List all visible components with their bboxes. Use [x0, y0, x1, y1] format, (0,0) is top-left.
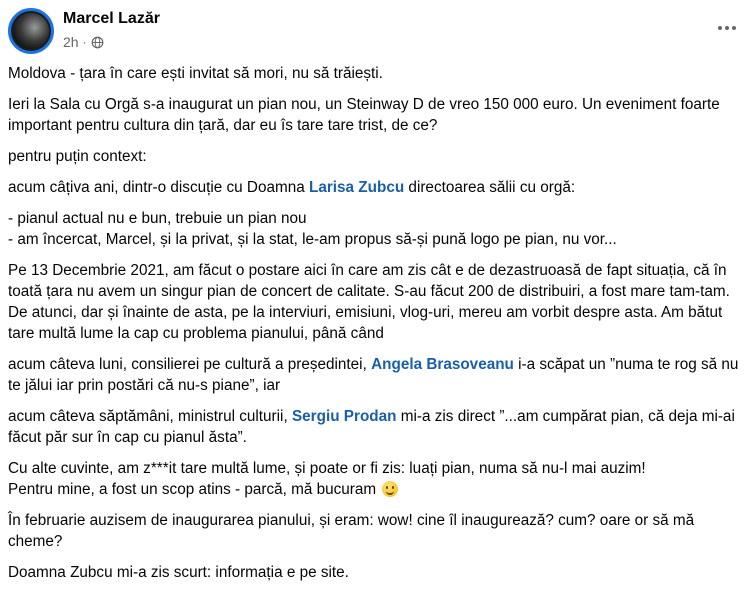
paragraph-5-line-1: - pianul actual nu e bun, trebuie un pian nou: [8, 210, 307, 227]
paragraph-1: Moldova - țara în care ești invitat să mori, nu să trăiești.: [8, 65, 383, 82]
paragraph-7: [8, 354, 750, 396]
paragraph-6: Pe 13 Decembrie 2021, am făcut o postare aici în care am zis cât e de dezastruoasă de fapt situația, că în toată țara nu avem un singur pian de concert de calitate. S-au făcut 200 de distribuiri, a fost mare tam-tam. De atunci, dar și înainte de asta, pe la interviuri, emisiuni, vlog-uri, mereu am vorbit despre asta. Am bătut tare multă lume la cap cu problema pianului, până când: [8, 262, 730, 342]
paragraph-5: [8, 208, 750, 250]
paragraph-5-line-2: - am încercat, Marcel, și la privat, și la stat, le-am propus să-și pună logo pe pian, nu vor...: [8, 231, 617, 248]
smiling-face-icon: [382, 481, 398, 497]
post-meta: [63, 34, 104, 50]
avatar[interactable]: [8, 8, 54, 54]
paragraph-9: [8, 458, 750, 500]
mention-angela-brasoveanu[interactable]: Angela Brasoveanu: [371, 356, 514, 373]
paragraph-3: pentru puțin context:: [8, 148, 147, 165]
post-text: [8, 63, 750, 583]
post-header: [0, 0, 755, 60]
author-name[interactable]: Marcel Lazăr: [63, 10, 160, 27]
paragraph-2: Ieri la Sala cu Orgă s-a inaugurat un pian nou, un Steinway D de vreo 150 000 euro. Un eveniment foarte important pentru cultura din țară, dar eu îs tare tare trist, de ce?: [8, 96, 720, 134]
paragraph-4-text-b: directoarea sălii cu orgă:: [404, 179, 576, 196]
mention-sergiu-prodan[interactable]: Sergiu Prodan: [291, 408, 397, 425]
globe-icon[interactable]: [91, 36, 104, 49]
paragraph-4: [8, 177, 750, 198]
post-timestamp[interactable]: 2h: [63, 34, 79, 50]
mention-larisa-zubcu[interactable]: Larisa Zubcu: [308, 179, 405, 196]
meta-separator: ·: [82, 35, 87, 49]
paragraph-9-line-2: Pentru mine, a fost un scop atins - parcă, mă bucuram: [8, 481, 377, 498]
more-options-icon[interactable]: [713, 18, 741, 38]
paragraph-10: În februarie auzisem de inaugurarea pianului, și eram: wow! cine îl inaugurează? cum? oare or să mă cheme?: [8, 512, 695, 550]
paragraph-11: Doamna Zubcu mi-a zis scurt: informația e pe site.: [8, 564, 349, 581]
avatar-image: [13, 13, 49, 49]
paragraph-4-text-a: acum câțiva ani, dintr-o discuție cu Doamna: [8, 179, 309, 196]
paragraph-7-text-a: acum câteva luni, consilierei pe cultură a președintei,: [8, 356, 372, 373]
paragraph-8-text-a: acum câteva săptămâni, ministrul culturii,: [8, 408, 292, 425]
paragraph-8: [8, 406, 750, 448]
paragraph-9-line-1: Cu alte cuvinte, am z***it tare multă lume, și poate or fi zis: luați pian, numa să nu-l mai auzim!: [8, 460, 646, 477]
paragraph-7-text-b: i-a scăpat un ”numa te rog să nu te jălui iar prin postări că nu-s piane”, iar: [8, 356, 739, 394]
paragraph-8-text-b: mi-a zis direct ”...am cumpărat pian, că deja mi-ai făcut păr sur în cap cu pianul ăsta”.: [8, 408, 735, 446]
